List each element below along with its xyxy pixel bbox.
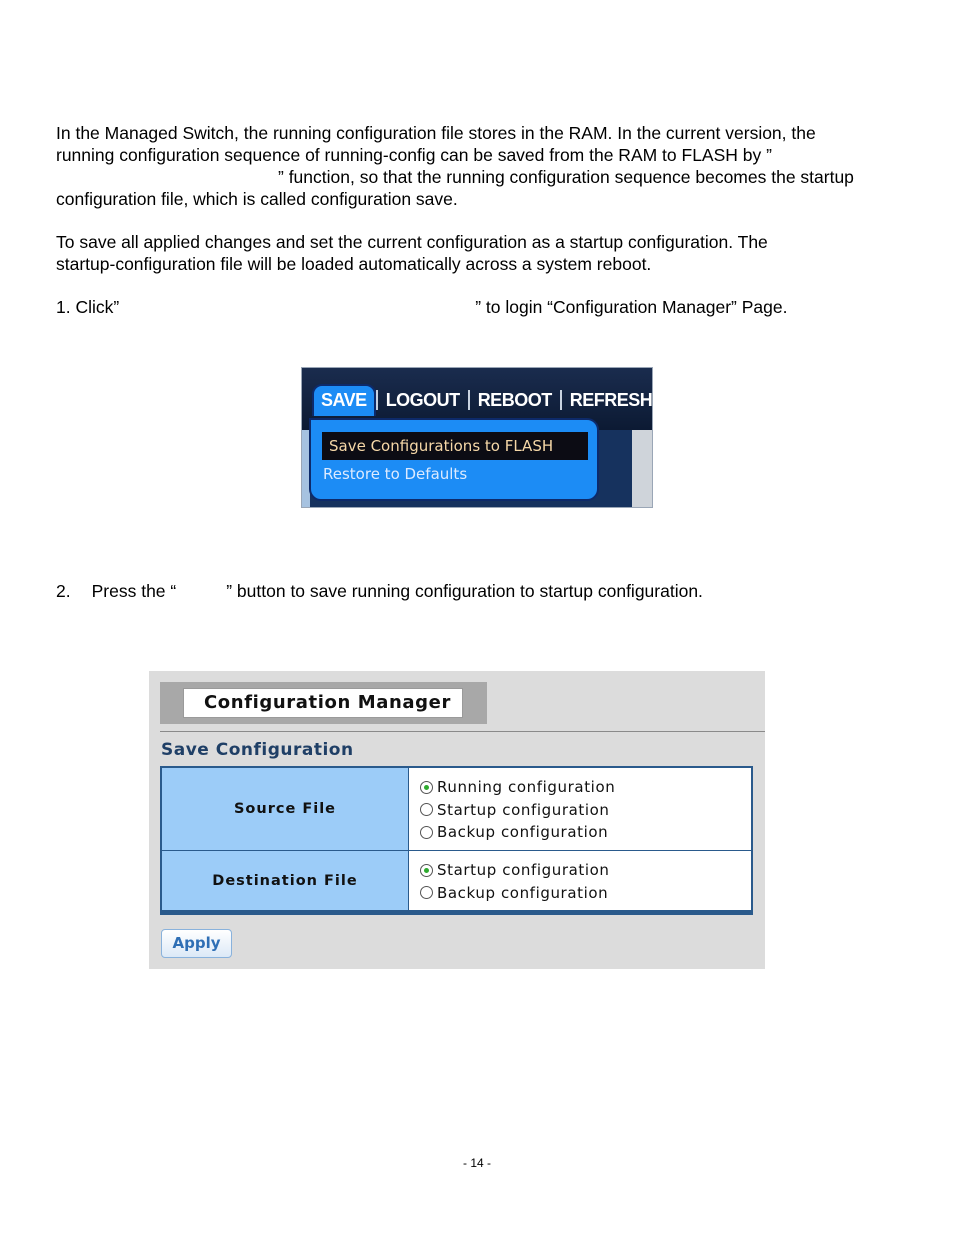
step-2 (56, 580, 916, 602)
save-dropdown-menu (309, 418, 599, 501)
intro-line-2: running configuration sequence of running-config can be saved from the RAM to FLASH by ” (56, 145, 772, 165)
dest-option-startup[interactable] (420, 859, 751, 882)
nav-logout[interactable]: LOGOUT (376, 390, 468, 410)
destination-file-options (409, 851, 753, 913)
save-config-table (160, 766, 753, 915)
save-menu-screenshot (301, 367, 653, 508)
section-title: Save Configuration (161, 740, 354, 760)
save-desc-line-1: To save all applied changes and set the current configuration as a startup configuration. The (56, 232, 768, 252)
source-option-running[interactable] (420, 776, 751, 799)
step-1-prefix: 1. Click” (56, 297, 120, 317)
step-1 (56, 296, 916, 318)
apply-button[interactable]: Apply (161, 929, 232, 958)
nav-save[interactable]: SAVE (312, 384, 376, 416)
intro-paragraph (56, 122, 916, 210)
option-label: Startup configuration (437, 861, 610, 880)
page-title: Configuration Manager (183, 688, 463, 718)
radio-icon[interactable] (420, 826, 433, 839)
dest-option-backup[interactable] (420, 882, 751, 905)
option-label: Backup configuration (437, 823, 609, 842)
step-2-suffix: ” button to save running configuration to startup configuration. (226, 581, 703, 601)
option-label: Running configuration (437, 778, 616, 797)
destination-file-label: Destination File (161, 851, 409, 913)
top-nav-links (312, 386, 653, 414)
destination-file-row (161, 851, 752, 913)
step-2-prefix: Press the “ (91, 581, 177, 601)
source-file-label: Source File (161, 767, 409, 851)
step-2-line (56, 580, 916, 602)
step-1-suffix: ” to login “Configuration Manager” Page. (475, 297, 788, 317)
configuration-manager-screenshot (149, 671, 765, 969)
intro-line-3-wrap (56, 166, 916, 188)
source-file-options (409, 767, 753, 851)
option-label: Startup configuration (437, 800, 610, 819)
menu-item-save-to-flash[interactable]: Save Configurations to FLASH (322, 432, 588, 460)
radio-icon[interactable] (420, 886, 433, 899)
source-option-startup[interactable] (420, 799, 751, 822)
divider (160, 731, 765, 732)
nav-refresh[interactable]: REFRESH (560, 390, 653, 410)
step-1-line (56, 296, 916, 318)
save-desc-line-2: startup-configuration file will be loaded automatically across a system reboot. (56, 254, 652, 274)
right-panel-edge (632, 430, 652, 508)
option-label: Backup configuration (437, 883, 609, 902)
radio-selected-icon[interactable] (420, 781, 433, 794)
radio-selected-icon[interactable] (420, 864, 433, 877)
source-file-row (161, 767, 752, 851)
radio-icon[interactable] (420, 803, 433, 816)
source-option-backup[interactable] (420, 821, 751, 844)
title-frame (160, 682, 487, 724)
save-description-paragraph (56, 231, 916, 275)
intro-line-3: ” function, so that the running configuration sequence becomes the startup (278, 167, 854, 187)
menu-item-restore-defaults[interactable]: Restore to Defaults (323, 465, 468, 483)
step-2-number: 2. (56, 581, 71, 601)
page-number: - 14 - (462, 1156, 491, 1170)
nav-reboot[interactable]: REBOOT (468, 390, 560, 410)
intro-line-4: configuration file, which is called configuration save. (56, 189, 458, 209)
intro-line-1: In the Managed Switch, the running configuration file stores in the RAM. In the current version, the (56, 123, 816, 143)
